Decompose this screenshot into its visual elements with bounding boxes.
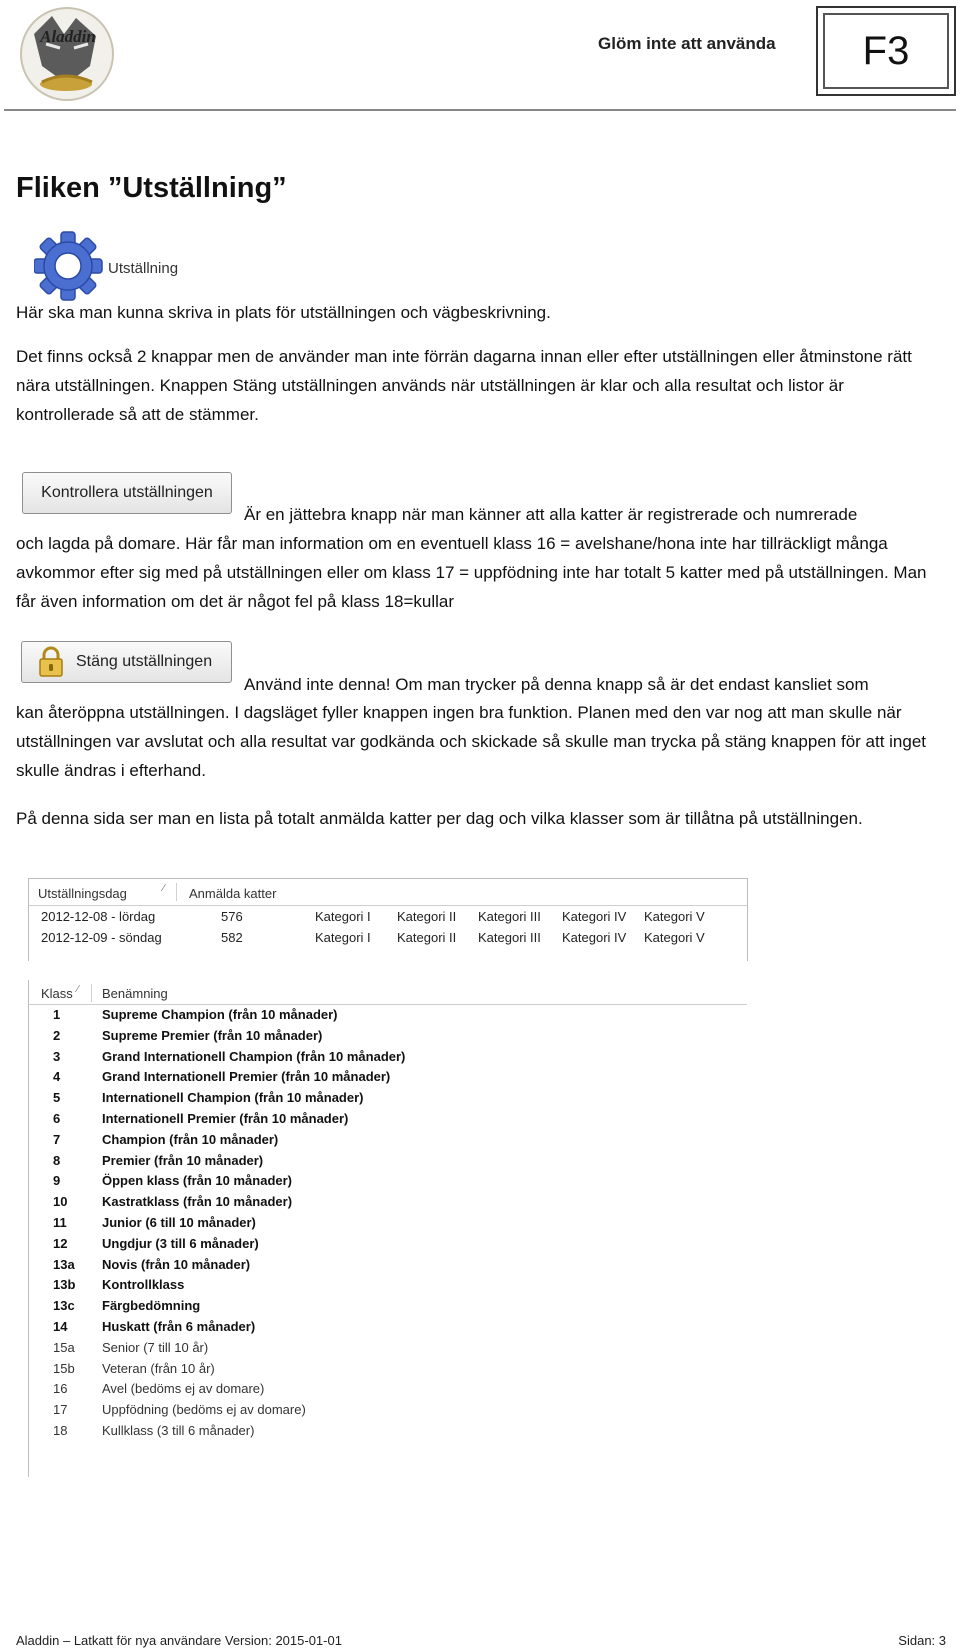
class-name: Novis (från 10 månader) [102,1256,251,1272]
table-row[interactable] [29,1005,747,1026]
column-header-name[interactable]: Benämning [102,986,168,1001]
column-separator [91,984,92,1002]
class-number: 1 [53,1007,61,1022]
paragraph-buttons: Det finns också 2 knappar men de använder man inte förrän dagarna innan eller efter utställningen eller åtminstone rätt nära utställningen. Knappen Stäng utställningen används när utställningen är klar och alla resultat och listor är kontrollerade så att de stämmer. [16,347,912,424]
class-name: Grand Internationell Champion (från 10 månader) [102,1048,406,1064]
aladdin-logo [12,4,122,104]
class-number: 11 [53,1214,67,1230]
table-row[interactable] [29,1109,747,1130]
class-number: 15a [53,1339,75,1355]
table-row[interactable] [29,1255,747,1276]
class-table-header [29,980,747,1005]
table-row[interactable] [29,1421,747,1442]
category-cell: Kategori I [315,930,371,945]
class-table [28,980,747,1477]
table-row[interactable] [29,1192,747,1213]
class-number: 9 [53,1173,61,1189]
class-rows [29,1005,747,1442]
class-number: 17 [53,1402,68,1418]
class-number: 10 [53,1194,68,1210]
sort-icon: ⁄ [77,984,79,995]
class-name: Supreme Champion (från 10 månader) [102,1007,338,1022]
class-number: 2 [53,1027,61,1043]
lock-icon [36,646,66,678]
f3-key-label: F3 [862,28,910,73]
class-number: 6 [53,1110,61,1126]
category-cell: Kategori III [478,909,541,924]
class-name: Supreme Premier (från 10 månader) [102,1027,323,1043]
table-row[interactable] [29,1379,747,1400]
category-cell: Kategori III [478,930,541,945]
class-number: 12 [53,1235,68,1251]
header-reminder: Glöm inte att använda [598,34,776,53]
class-name: Kontrollklass [102,1277,185,1293]
table-row[interactable] [29,1296,747,1317]
class-number: 8 [53,1152,61,1168]
class-name: Öppen klass (från 10 månader) [102,1173,293,1189]
class-name: Internationell Premier (från 10 månader) [102,1110,349,1126]
class-number: 7 [53,1131,61,1147]
sort-icon: ⁄ [163,883,165,894]
paragraph-close-lead: Använd inte denna! Om man trycker på denna knapp så är det endast kansliet som [244,675,869,694]
table-row[interactable] [29,1130,747,1151]
category-cell: Kategori IV [562,930,627,945]
footer-page-number: Sidan: 3 [898,1633,946,1648]
paragraph-close-rest: kan återöppna utställningen. I dagsläget fyller knappen ingen bra funktion. Planen med den var nog att man skulle när utställningen var avslutat och alla resultat var godkända och skickade så skulle man trycka på stäng knappen för att inget skulle ändras i efterhand. [16,703,927,780]
class-name: Veteran (från 10 år) [102,1360,215,1376]
class-name: Färgbedömning [102,1298,201,1314]
paragraph-check-rest: och lagda på domare. Här får man information om en eventuell klass 16 = avelshane/hona inte har tillräckligt många avkommor efter sig med på utställningen eller om klass 17 = uppfödning inte har totalt 5 katter med på utställningen. Man får även information om det är något fel på klass 18=kullar [16,534,927,611]
paragraph-check-lead: Är en jättebra knapp när man känner att alla katter är registrerade och numrerade [244,505,858,524]
class-number: 13b [53,1277,76,1293]
table-row[interactable] [29,1338,747,1359]
class-name: Junior (6 till 10 månader) [102,1214,256,1230]
f3-key-icon [816,6,956,96]
table-row[interactable] [29,1026,747,1047]
table-row[interactable] [29,1275,747,1296]
days-table [28,878,748,961]
page-header [0,0,960,112]
class-number: 14 [53,1318,68,1334]
category-cell: Kategori I [315,909,371,924]
table-row[interactable] [29,927,747,948]
paragraph-list-intro: På denna sida ser man en lista på totalt anmälda katter per dag och vilka klasser som är tillåtna på utställningen. [16,809,863,828]
class-name: Senior (7 till 10 år) [102,1339,209,1355]
class-name: Champion (från 10 månader) [102,1131,279,1147]
table-row[interactable] [29,1047,747,1068]
class-number: 15b [53,1360,75,1376]
column-separator [176,883,177,901]
class-number: 13a [53,1256,75,1272]
page-title: Fliken ”Utställning” [16,172,287,204]
footer-doc-info: Aladdin – Latkatt för nya användare Version: 2015-01-01 [16,1633,342,1648]
class-name: Internationell Champion (från 10 månader) [102,1090,364,1106]
header-divider [4,109,956,111]
class-name: Kastratklass (från 10 månader) [102,1194,293,1210]
utstallning-tab [34,230,204,304]
table-row[interactable] [29,1088,747,1109]
class-name: Premier (från 10 månader) [102,1152,264,1168]
class-name: Kullklass (3 till 6 månader) [102,1422,255,1438]
column-header-class[interactable]: Klass [41,986,73,1001]
category-cell: Kategori V [644,930,705,945]
column-header-count[interactable]: Anmälda katter [189,886,277,901]
table-row[interactable] [29,1067,747,1088]
class-number: 16 [53,1381,68,1397]
days-table-header [29,879,747,906]
category-cell: Kategori II [397,909,457,924]
close-exhibition-label: Stäng utställningen [76,653,213,670]
table-row[interactable] [29,1234,747,1255]
check-exhibition-label: Kontrollera utställningen [41,484,213,501]
paragraph-intro: Här ska man kunna skriva in plats för utställningen och vägbeskrivning. [16,303,551,322]
table-row[interactable] [29,1151,747,1172]
category-cell: Kategori IV [562,909,627,924]
table-row[interactable] [29,1317,747,1338]
count-cell: 576 [221,909,243,924]
class-name: Ungdjur (3 till 6 månader) [102,1235,259,1251]
class-name: Uppfödning (bedöms ej av domare) [102,1402,306,1418]
close-exhibition-button[interactable] [21,641,232,683]
class-number: 18 [53,1422,68,1438]
gear-tab-label: Utställning [108,260,179,277]
class-name: Avel (bedöms ej av domare) [102,1381,265,1397]
gear-icon [34,230,104,304]
check-exhibition-button[interactable] [22,472,232,514]
category-cell: Kategori II [397,930,457,945]
count-cell: 582 [221,930,243,945]
table-row[interactable] [29,906,747,927]
class-number: 5 [53,1090,61,1106]
class-name: Grand Internationell Premier (från 10 månader) [102,1069,391,1085]
class-name: Huskatt (från 6 månader) [102,1318,256,1334]
table-row[interactable] [29,1171,747,1192]
class-number: 4 [53,1069,61,1085]
logo-text: Aladdin [40,27,96,46]
category-cell: Kategori V [644,909,705,924]
table-row[interactable] [29,1359,747,1380]
class-number: 13c [53,1298,75,1314]
day-cell: 2012-12-09 - söndag [41,930,162,945]
column-header-day[interactable]: Utställningsdag [38,886,127,901]
table-row[interactable] [29,1213,747,1234]
class-number: 3 [53,1048,61,1064]
day-cell: 2012-12-08 - lördag [41,909,156,924]
table-row[interactable] [29,1400,747,1421]
